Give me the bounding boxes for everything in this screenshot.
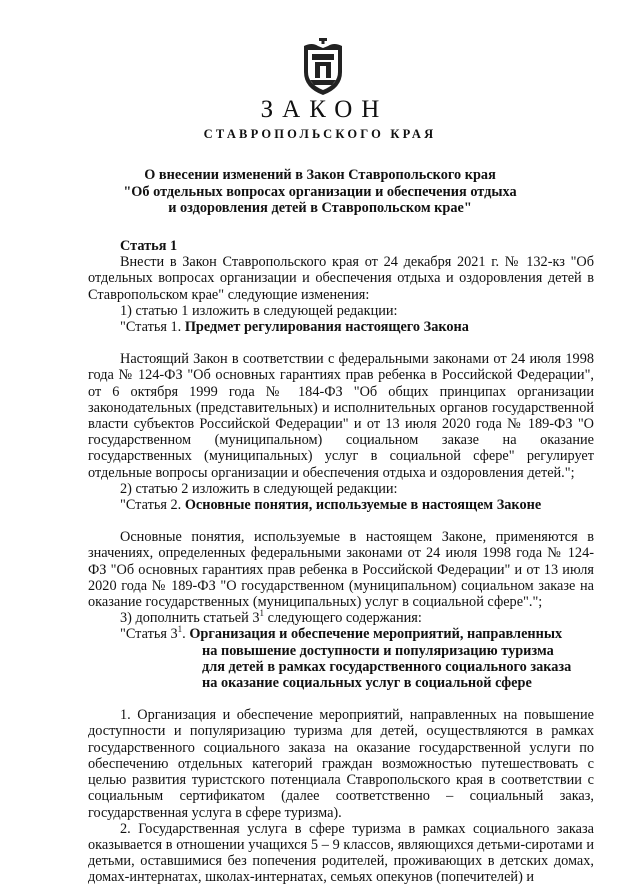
article-3-1-prefix: "Статья 3: [120, 626, 178, 643]
law-name: [0, 167, 640, 217]
law-name-line: О внесении изменений в Закон Ставропольского края: [144, 167, 496, 183]
article-3-1-header: "Статья $3^1$. Организация и обеспечение мероприятий, направленных: [120, 624, 563, 643]
article-3-1-paragraph-2: 2. Государственная услуга в сфере туризма в рамках социального заказа оказывается в отношении учащихся 5 – 9 классов, являющихся детьми-сиротами и детьми, оставшимися без попечения родителей, проживающих в детских домах, домах-интернатах, школах-интернатах, семьях опекунов (попечителей) и: [88, 820, 594, 886]
article-3-1-paragraph-1: 1. Организация и обеспечение мероприятий, направленных на повышение доступности и популяризацию туризма для детей, осуществляются в рамках государственного социального заказа на оказание государственной услуги по обеспечению отдельных категорий граждан возможностью путешествовать с целью развития туристского потенциала Ставропольского края в соответствии с социальным сертификатом (далее соответственно – социальный заказ, государственная услуга в сфере туризма).: [88, 707, 594, 821]
amendment-item-2: 2) статью 2 изложить в следующей редакции:: [120, 480, 398, 497]
article-3-1-title-line: на оказание социальных услуг в социальной сфере: [202, 675, 532, 692]
article-2-header: [88, 497, 594, 513]
law-name-line: и оздоровления детей в Ставропольском крае": [168, 200, 472, 216]
article-1-intro: Внести в Закон Ставропольского края от 24 декабря 2021 г. № 132-кз "Об отдельных вопросах организации и обеспечения отдыха и оздоровления детей в Ставропольском крае" следующие изменения:: [88, 254, 594, 303]
article-1-header: [88, 319, 594, 335]
amendment-item-3: 3) дополнить статьей $3^1$ следующего содержания:: [120, 608, 422, 627]
article-2-text: Основные понятия, используемые в настоящем Законе, применяются в значениях, определенных федеральными законами от 24 июля 1998 года № 124-ФЗ "Об основных гарантиях прав ребенка в Российской Федерации" и от 13 июля 2020 года № 189-ФЗ "О государственном (муниципальном) социальном заказе на оказание государственных (муниципальных) услуг в социальной сфере".";: [88, 529, 594, 611]
article-2-prefix: "Статья 2.: [120, 497, 182, 514]
document-title: ЗАКОН: [260, 96, 389, 123]
article-3-1-title-line: на повышение доступности и популяризацию туризма: [202, 642, 554, 659]
article-1-heading: Статья 1: [120, 238, 178, 254]
document-subtitle: СТАВРОПОЛЬСКОГО КРАЯ: [203, 127, 437, 141]
coat-of-arms-icon: [298, 38, 348, 96]
article-2-title: Основные понятия, используемые в настоящем Законе: [184, 497, 542, 514]
law-name-line: "Об отдельных вопросах организации и обеспечения отдыха: [123, 183, 517, 200]
article-3-1-title-line: Организация и обеспечение мероприятий, направленных: [189, 626, 563, 643]
article-1-prefix: "Статья 1.: [120, 319, 182, 336]
article-3-1-title-line: для детей в рамках государственного социального заказа: [202, 658, 572, 675]
article-1-title: Предмет регулирования настоящего Закона: [184, 319, 469, 336]
article-1-text: Настоящий Закон в соответствии с федеральными законами от 24 июля 1998 года № 124-ФЗ "Об основных гарантиях прав ребенка в Российской Федерации", от 6 октября 1999 года № 184-ФЗ "Об общих принципах организации законодательных (представительных) и исполнительных органов государственной власти субъектов Российской Федерации" и от 13 июля 2020 года № 189-ФЗ "О государственном (муниципальном) социальном заказе на оказание государственных (муниципальных) услуг в социальной сфере" регулирует отдельные вопросы организации и обеспечения отдыха и оздоровления детей.";: [88, 351, 594, 481]
amendment-item-1: 1) статью 1 изложить в следующей редакции:: [120, 302, 398, 319]
document-body: [88, 238, 594, 886]
